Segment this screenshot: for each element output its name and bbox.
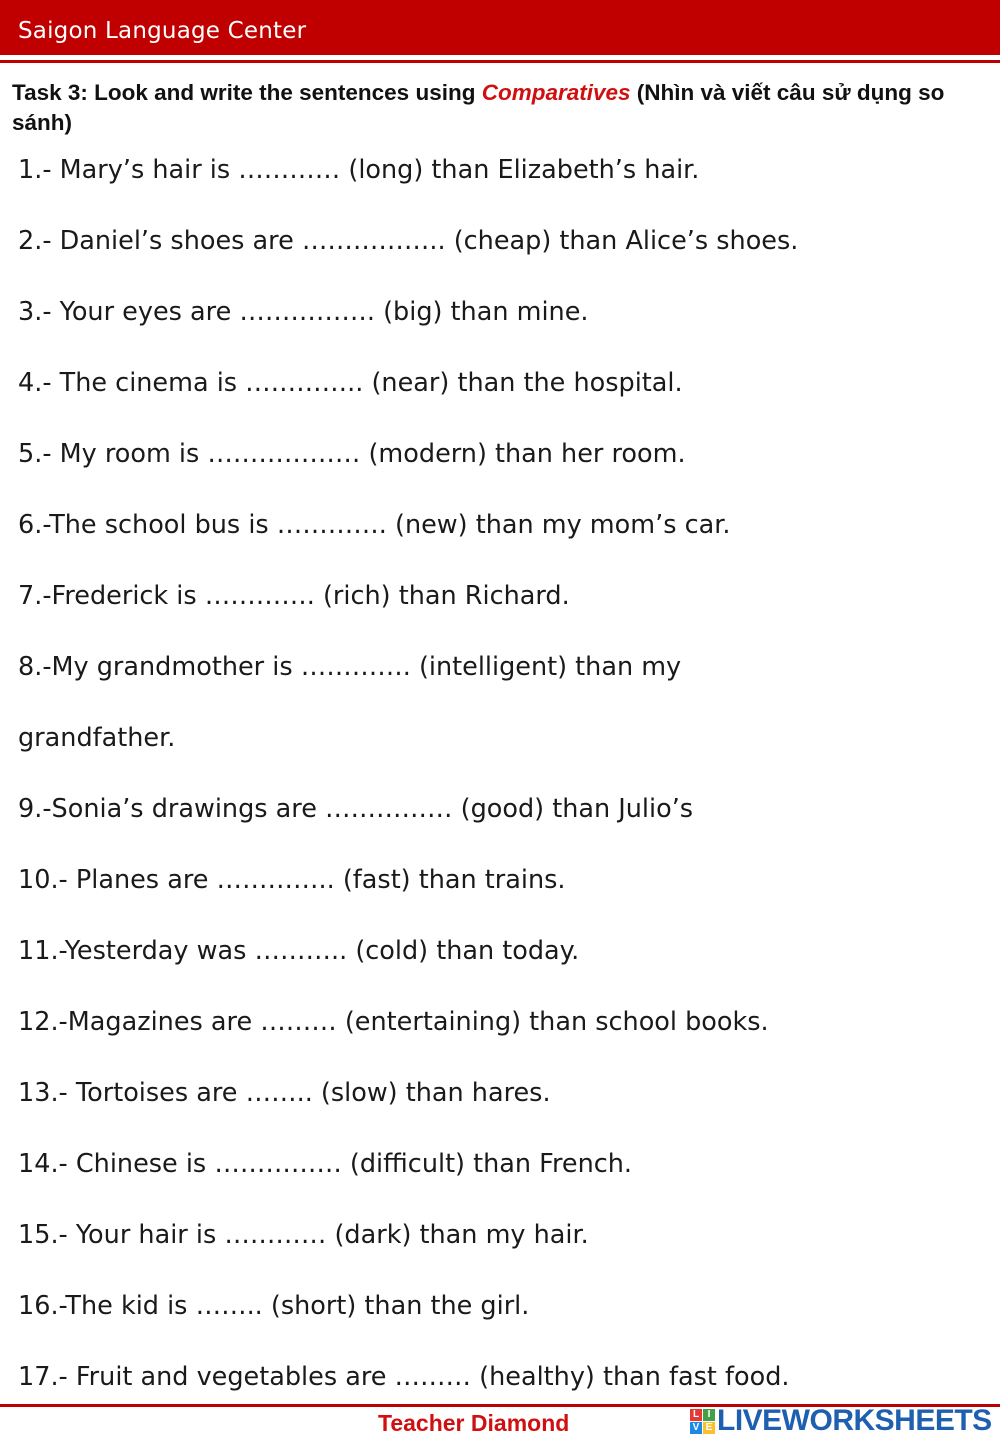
question-line: 11.-Yesterday was ……….. (cold) than today. bbox=[18, 936, 580, 966]
question-line: 16.-The kid is …….. (short) than the girl. bbox=[18, 1291, 530, 1321]
question-line: 17.- Fruit and vegetables are ……… (healthy) than fast food. bbox=[18, 1362, 790, 1392]
question-line: 15.- Your hair is ………… (dark) than my hair. bbox=[18, 1220, 589, 1250]
question-line: 12.-Magazines are ……… (entertaining) than school books. bbox=[18, 1007, 769, 1037]
footer-author: Teacher Diamond bbox=[378, 1410, 570, 1436]
logo-tile: L bbox=[690, 1409, 702, 1421]
brand-text: LIVEWORKSHEETS bbox=[717, 1404, 992, 1437]
task-suffix: (Nhìn và viết câu sử dụng so sánh) bbox=[12, 80, 945, 135]
question-line: 7.-Frederick is …………. (rich) than Richard. bbox=[18, 581, 570, 611]
question-line: 1.- Mary’s hair is ………… (long) than Elizabeth’s hair. bbox=[18, 155, 700, 185]
question-line: 8.-My grandmother is …………. (intelligent) than my bbox=[18, 652, 682, 682]
task-prefix: Task 3: Look and write the sentences using bbox=[12, 80, 482, 105]
question-line: grandfather. bbox=[18, 723, 176, 753]
task-keyword: Comparatives bbox=[481, 80, 631, 105]
header-divider bbox=[0, 60, 1000, 63]
question-line: 14.- Chinese is …………… (difficult) than French. bbox=[18, 1149, 633, 1179]
question-line: 13.- Tortoises are …….. (slow) than hares. bbox=[18, 1078, 551, 1108]
question-line: 4.- The cinema is ………….. (near) than the hospital. bbox=[18, 368, 683, 398]
header-title: Saigon Language Center bbox=[18, 18, 307, 44]
logo-tile: V bbox=[690, 1422, 702, 1434]
question-line: 3.- Your eyes are ……………. (big) than mine. bbox=[18, 297, 589, 327]
liveworksheets-logo-icon bbox=[690, 1409, 715, 1434]
question-line: 6.-The school bus is …………. (new) than my mom’s car. bbox=[18, 510, 731, 540]
header-bar bbox=[0, 0, 1000, 55]
liveworksheets-brand bbox=[690, 1404, 992, 1438]
question-list bbox=[18, 148, 988, 1426]
logo-tile: I bbox=[703, 1409, 715, 1421]
question-line: 9.-Sonia’s drawings are …………… (good) than Julio’s bbox=[18, 794, 694, 824]
task-instruction bbox=[12, 78, 987, 138]
question-line: 2.- Daniel’s shoes are …………….. (cheap) than Alice’s shoes. bbox=[18, 226, 799, 256]
logo-tile: E bbox=[703, 1422, 715, 1434]
question-line: 5.- My room is ……………… (modern) than her room. bbox=[18, 439, 686, 469]
question-line: 10.- Planes are ………….. (fast) than trains. bbox=[18, 865, 566, 895]
